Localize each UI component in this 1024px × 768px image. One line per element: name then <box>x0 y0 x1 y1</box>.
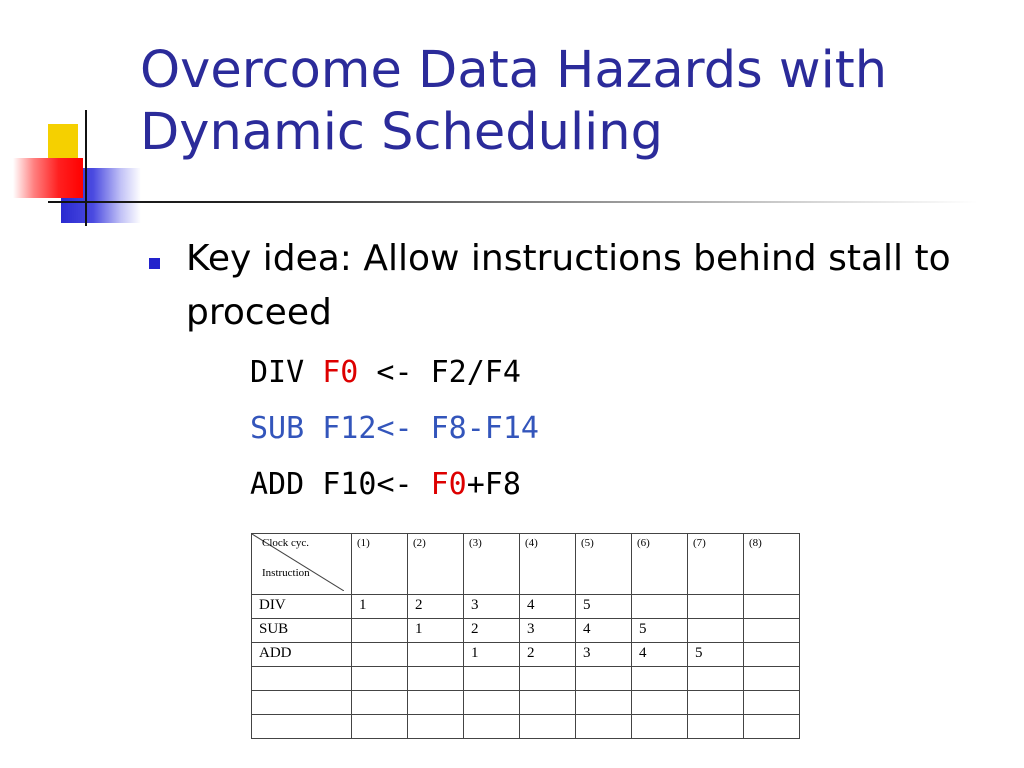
table-stage-cell <box>464 667 520 691</box>
table-stage-cell <box>408 715 464 739</box>
code-dest-hazard: F0 <box>322 355 359 390</box>
table-stage-cell <box>352 715 408 739</box>
table-stage-cell <box>744 667 800 691</box>
table-stage-cell: 3 <box>576 643 632 667</box>
table-instruction-cell <box>252 715 352 739</box>
table-header-cell: (7) <box>688 534 744 595</box>
slide-title: Overcome Data Hazards with Dynamic Scheduling <box>140 41 888 162</box>
table-instruction-cell: ADD <box>252 643 352 667</box>
table-stage-cell <box>576 691 632 715</box>
table-stage-cell <box>744 643 800 667</box>
bullet-square-icon <box>149 258 160 269</box>
bullet-text: Key idea: Allow instructions behind stall to proceed <box>186 238 951 333</box>
table-stage-cell: 5 <box>688 643 744 667</box>
table-stage-cell: 4 <box>520 595 576 619</box>
code-src-hazard: F0 <box>430 467 467 502</box>
table-stage-cell <box>688 715 744 739</box>
table-stage-cell <box>576 715 632 739</box>
table-stage-cell <box>464 715 520 739</box>
table-stage-cell: 1 <box>352 595 408 619</box>
table-stage-cell <box>744 691 800 715</box>
table-stage-cell <box>520 691 576 715</box>
code-mid: <- <box>376 467 431 502</box>
table-stage-cell <box>464 691 520 715</box>
table-instruction-cell: DIV <box>252 595 352 619</box>
table-stage-cell <box>744 595 800 619</box>
table-header-row <box>252 534 800 595</box>
table-stage-cell: 1 <box>408 619 464 643</box>
table-stage-cell <box>632 691 688 715</box>
table-stage-cell: 4 <box>576 619 632 643</box>
decor-vertical-line <box>85 110 87 226</box>
code-line-add <box>250 465 521 505</box>
code-line-sub <box>250 409 539 449</box>
table-stage-cell <box>688 691 744 715</box>
code-op: SUB <box>250 411 305 446</box>
table-instruction-cell: SUB <box>252 619 352 643</box>
table-stage-cell <box>744 715 800 739</box>
table-header-cell: (4) <box>520 534 576 595</box>
table-header-cell: (6) <box>632 534 688 595</box>
table-instruction-cell <box>252 691 352 715</box>
table-row <box>252 643 800 667</box>
table-stage-cell: 2 <box>520 643 576 667</box>
code-dest: F10 <box>322 467 377 502</box>
table-stage-cell <box>520 667 576 691</box>
title-underline <box>48 201 978 203</box>
code-op: ADD <box>250 467 305 502</box>
table-stage-cell <box>408 643 464 667</box>
table-stage-cell <box>352 643 408 667</box>
table-instruction-cell <box>252 667 352 691</box>
table-corner-cell <box>252 534 352 595</box>
table-stage-cell <box>688 667 744 691</box>
table-stage-cell <box>352 619 408 643</box>
code-rest: <- F8-F14 <box>376 411 539 446</box>
table-stage-cell <box>408 667 464 691</box>
table-row <box>252 715 800 739</box>
corner-label-instruction: Instruction <box>262 567 310 579</box>
table-stage-cell: 4 <box>632 643 688 667</box>
table-header-cell: (3) <box>464 534 520 595</box>
code-line-div <box>250 353 521 393</box>
pipeline-table <box>251 533 800 739</box>
table-stage-cell: 2 <box>464 619 520 643</box>
table-stage-cell: 5 <box>632 619 688 643</box>
table-stage-cell: 5 <box>576 595 632 619</box>
code-tail: +F8 <box>466 467 521 502</box>
table-header-cell: (2) <box>408 534 464 595</box>
table-stage-cell <box>632 715 688 739</box>
table-stage-cell <box>688 595 744 619</box>
table-row <box>252 667 800 691</box>
table-row <box>252 595 800 619</box>
table-header-cell: (5) <box>576 534 632 595</box>
table-stage-cell <box>352 667 408 691</box>
decor-red-bar <box>13 158 83 198</box>
table-stage-cell <box>744 619 800 643</box>
code-op: DIV <box>250 355 305 390</box>
table-row <box>252 619 800 643</box>
code-dest: F12 <box>322 411 377 446</box>
decor-yellow-square <box>48 124 78 161</box>
table-row <box>252 691 800 715</box>
table-stage-cell <box>632 595 688 619</box>
table-header-cell: (1) <box>352 534 408 595</box>
table-header-cell: (8) <box>744 534 800 595</box>
table-stage-cell <box>688 619 744 643</box>
table-stage-cell <box>408 691 464 715</box>
table-stage-cell: 2 <box>408 595 464 619</box>
table-stage-cell <box>520 715 576 739</box>
table-stage-cell <box>352 691 408 715</box>
table-stage-cell: 3 <box>464 595 520 619</box>
table-stage-cell: 3 <box>520 619 576 643</box>
code-rest: <- F2/F4 <box>358 355 521 390</box>
table-stage-cell <box>576 667 632 691</box>
table-stage-cell: 1 <box>464 643 520 667</box>
corner-label-clock: Clock cyc. <box>262 537 310 549</box>
table-stage-cell <box>632 667 688 691</box>
